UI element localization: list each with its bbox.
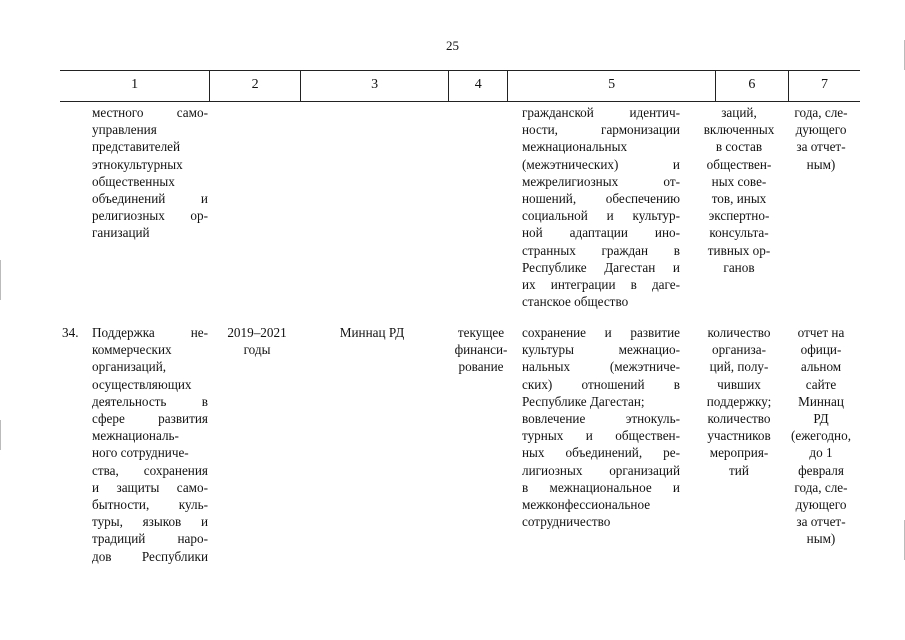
text-line: финанси- [454,342,508,358]
text-line: отчет на [797,325,845,340]
continued-row-col6 [694,104,784,276]
text-line: (ежегодно, [791,428,851,444]
text-line: ным) [806,531,836,547]
text-line: осуществляющих [92,376,192,392]
text-line: станское общество [522,294,629,310]
text-line: в состав [715,139,763,155]
text-line: общественных [92,173,175,189]
text-line: в межнациональное и [522,479,680,495]
text-line: ной адаптации ино- [522,225,680,241]
row-34-col6 [694,324,784,479]
text-line: ности, гармонизации [522,122,680,138]
row-34-col4 [448,324,514,376]
text-line: экспертно- [708,208,770,224]
text-line: консульта- [709,225,769,241]
text-line: гражданской идентич- [522,105,680,120]
text-line: включенных [703,122,775,138]
text-line: бытности, куль- [92,497,208,513]
text-line: офици- [800,342,842,358]
column-header-2: 2 [210,71,301,101]
text-line: ганизаций [92,225,150,241]
column-header-3: 3 [301,71,449,101]
text-line: поддержку; [706,393,772,409]
text-line: ганов [723,259,755,275]
text-line: ношений, обеспечению [522,191,680,207]
column-header-6: 6 [716,71,789,101]
text-line: текущее [457,325,505,340]
text-line: их интеграции в даге- [522,277,680,293]
text-line: Республике Дагестан и [522,259,680,275]
continued-row-col1 [92,104,208,242]
text-line: обществен- [706,156,772,172]
text-line: ного сотрудниче- [92,445,189,461]
row-34-col2 [218,324,296,358]
text-line: РД [813,411,829,427]
text-line: традиций наро- [92,531,208,547]
text-line: коммерческих [92,342,172,358]
text-line: февраля [798,462,844,478]
text-line: объединений и [92,191,208,207]
text-line: религиозных ор- [92,208,208,224]
scan-edge-mark [0,420,1,450]
text-line: вовлечение этнокуль- [522,411,680,427]
text-line: межнациональ- [92,428,179,444]
text-line: сотрудничество [522,514,611,530]
text-line: количество [707,325,771,340]
text-line: лигиозных организаций [522,462,680,478]
text-line: участников [707,428,771,444]
row-34-col7 [786,324,856,548]
text-line: дующего [795,497,847,513]
row-34-col5 [522,324,680,530]
column-header-1: 1 [60,71,210,101]
text-line: годы [243,342,271,358]
continued-row-col7 [786,104,856,173]
text-line: альном [800,359,842,375]
page-number: 25 [446,38,459,53]
text-line: дующего [795,122,847,138]
text-line: тов, иных [711,191,767,207]
text-line: сохранение и развитие [522,325,680,340]
text-line: этнокультурных [92,156,183,172]
text-line: Поддержка не- [92,325,208,340]
text-line: тий [729,462,749,478]
text-line: до 1 [809,445,833,461]
text-line: Миннац [798,393,844,409]
row-34-col1 [92,324,208,565]
text-line: межнациональных [522,139,628,155]
text-line: турных и обществен- [522,428,680,444]
text-line: (межэтнических) и [522,156,680,172]
text-line: представителей [92,139,181,155]
text-line: местного само- [92,105,208,120]
column-header-4: 4 [449,71,508,101]
text-line: управления [92,122,157,138]
text-line: количество [707,411,771,427]
row-number: 34. [62,325,79,340]
continued-row-col5 [522,104,680,310]
text-line: ным) [806,156,836,172]
text-line: дов Республики [92,548,208,564]
table-header [60,70,860,102]
text-line: нальных (межэтниче- [522,359,680,375]
text-line: межконфессиональное [522,497,651,513]
text-line: Республике Дагестан; [522,393,645,409]
text-line: за отчет- [796,514,846,530]
text-line: рование [458,359,504,375]
row-34-col3: Миннац РД [339,325,405,340]
text-line: мероприя- [709,445,769,461]
text-line: года, сле- [794,479,848,495]
text-line: ных объединений, ре- [522,445,680,461]
column-header-5: 5 [508,71,715,101]
text-line: тивных ор- [707,242,771,258]
text-line: туры, языков и [92,514,208,530]
text-line: сфере развития [92,411,208,427]
column-header-7: 7 [820,77,828,92]
text-line: заций, [721,105,757,120]
text-line: межрелигиозных от- [522,173,680,189]
text-line: странных граждан в [522,242,680,258]
text-line: социальной и культур- [522,208,680,224]
text-line: ных сове- [711,173,767,189]
text-line: организаций, [92,359,167,375]
text-line: года, сле- [794,105,848,120]
text-line: за отчет- [796,139,846,155]
text-line: ских) отношений в [522,376,680,392]
text-line: ций, полу- [709,359,769,375]
text-line: сайте [805,376,837,392]
text-line: ства, сохранения [92,462,208,478]
text-line: и защиты само- [92,479,208,495]
text-line: чивших [717,376,761,392]
text-line: 2019–2021 [227,325,287,340]
text-line: организа- [711,342,767,358]
scan-edge-mark [0,260,1,300]
text-line: деятельность в [92,393,208,409]
text-line: культуры межнацио- [522,342,680,358]
